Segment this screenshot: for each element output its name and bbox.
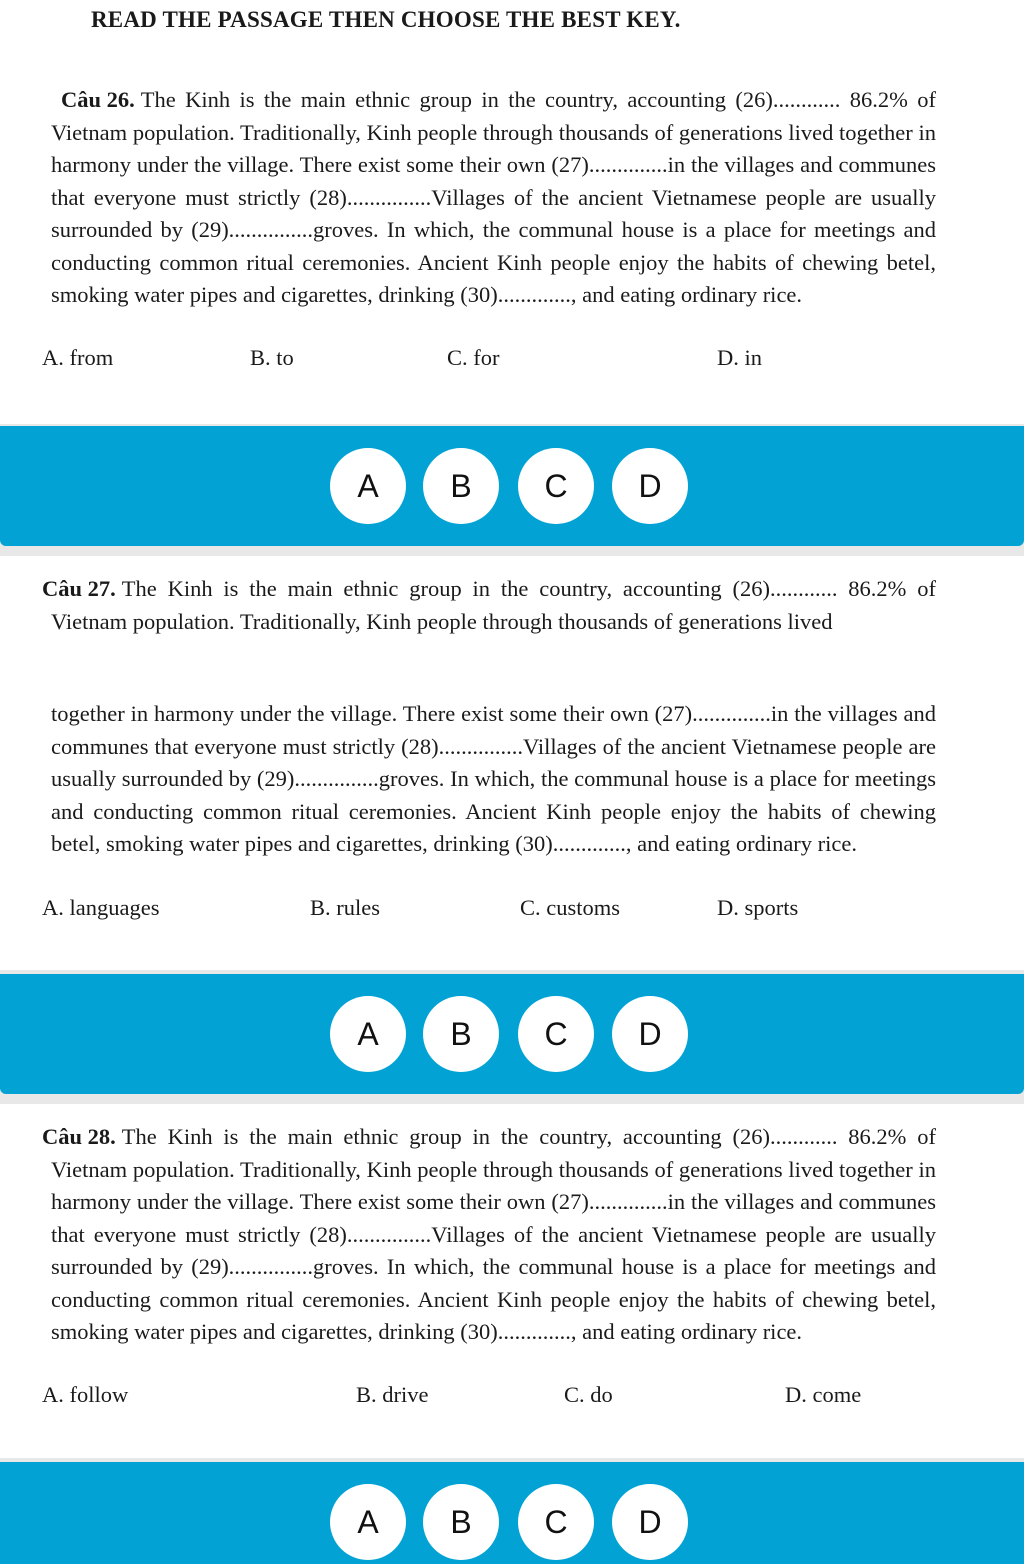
answer-bar-26	[0, 426, 1024, 546]
question-passage: The Kinh is the main ethnic group in the country, accounting (26)............ 86.2% of Vietnam population. Traditionally, Kinh people through thousands of generations lived together in harmony under the village. There exist some their own (27)..............in the villages and communes that everyone must strictly (28)...............Villages of the ancient Vietnamese people are usually surrounded by (29)...............groves. In which, the communal house is a place for meetings and conducting common ritual ceremonies. Ancient Kinh people enjoy the habits of chewing betel, smoking water pipes and cigarettes, drinking (30)............., and eating ordinary rice.	[51, 1124, 936, 1344]
answer-button-c[interactable]: C	[518, 996, 594, 1072]
option-a: A. follow	[42, 1382, 129, 1407]
answer-button-d[interactable]: D	[612, 996, 688, 1072]
question-passage-part1: The Kinh is the main ethnic group in the country, accounting (26)............ 86.2% of Vietnam population. Traditionally, Kinh people through thousands of generations lived	[51, 576, 936, 634]
passage-text-part1	[0, 573, 1024, 638]
answer-options	[0, 1379, 1024, 1411]
answer-button-c[interactable]: C	[518, 448, 594, 524]
option-a: A. languages	[42, 895, 160, 920]
answer-button-d[interactable]: D	[612, 1484, 688, 1560]
question-card-28	[0, 1104, 1024, 1458]
answer-bar-27	[0, 974, 1024, 1094]
answer-options	[0, 342, 1024, 374]
question-passage-part2: together in harmony under the village. There exist some their own (27)..............in the villages and communes that everyone must strictly (28)...............Villages of the ancient Vietnamese people are usually surrounded by (29)...............groves. In which, the communal house is a place for meetings and conducting common ritual ceremonies. Ancient Kinh people enjoy the habits of chewing betel, smoking water pipes and cigarettes, drinking (30)............., and eating ordinary rice.	[51, 701, 936, 856]
option-b: B. rules	[310, 895, 380, 920]
answer-button-a[interactable]: A	[330, 448, 406, 524]
answer-bar-28	[0, 1462, 1024, 1564]
option-b: B. drive	[356, 1382, 429, 1407]
option-c: C. do	[564, 1382, 613, 1407]
answer-button-d[interactable]: D	[612, 448, 688, 524]
option-c: C. customs	[520, 895, 621, 920]
passage-text	[0, 1121, 1024, 1349]
answer-button-b[interactable]: B	[423, 448, 499, 524]
answer-button-a[interactable]: A	[330, 996, 406, 1072]
option-d: D. come	[785, 1382, 862, 1407]
option-a: A. from	[42, 345, 114, 370]
question-card-26	[0, 0, 1024, 424]
question-passage: The Kinh is the main ethnic group in the country, accounting (26)............ 86.2% of Vietnam population. Traditionally, Kinh people through thousands of generations lived together in harmony under the village. There exist some their own (27)..............in the villages and communes that everyone must strictly (28)...............Villages of the ancient Vietnamese people are usually surrounded by (29)...............groves. In which, the communal house is a place for meetings and conducting common ritual ceremonies. Ancient Kinh people enjoy the habits of chewing betel, smoking water pipes and cigarettes, drinking (30)............., and eating ordinary rice.	[51, 87, 936, 307]
question-card-27	[0, 556, 1024, 970]
option-d: D. in	[717, 345, 762, 370]
answer-button-c[interactable]: C	[518, 1484, 594, 1560]
answer-button-b[interactable]: B	[423, 996, 499, 1072]
question-number: Câu 26.	[61, 87, 135, 112]
option-b: B. to	[250, 345, 294, 370]
passage-text	[0, 84, 1024, 312]
option-d: D. sports	[717, 895, 799, 920]
question-number: Câu 28.	[42, 1124, 116, 1149]
passage-text-part2	[0, 698, 1024, 861]
answer-button-b[interactable]: B	[423, 1484, 499, 1560]
option-c: C. for	[447, 345, 500, 370]
answer-options	[0, 892, 1024, 924]
question-number: Câu 27.	[42, 576, 116, 601]
answer-button-a[interactable]: A	[330, 1484, 406, 1560]
instruction-title: READ THE PASSAGE THEN CHOOSE THE BEST KEY.	[91, 7, 681, 32]
